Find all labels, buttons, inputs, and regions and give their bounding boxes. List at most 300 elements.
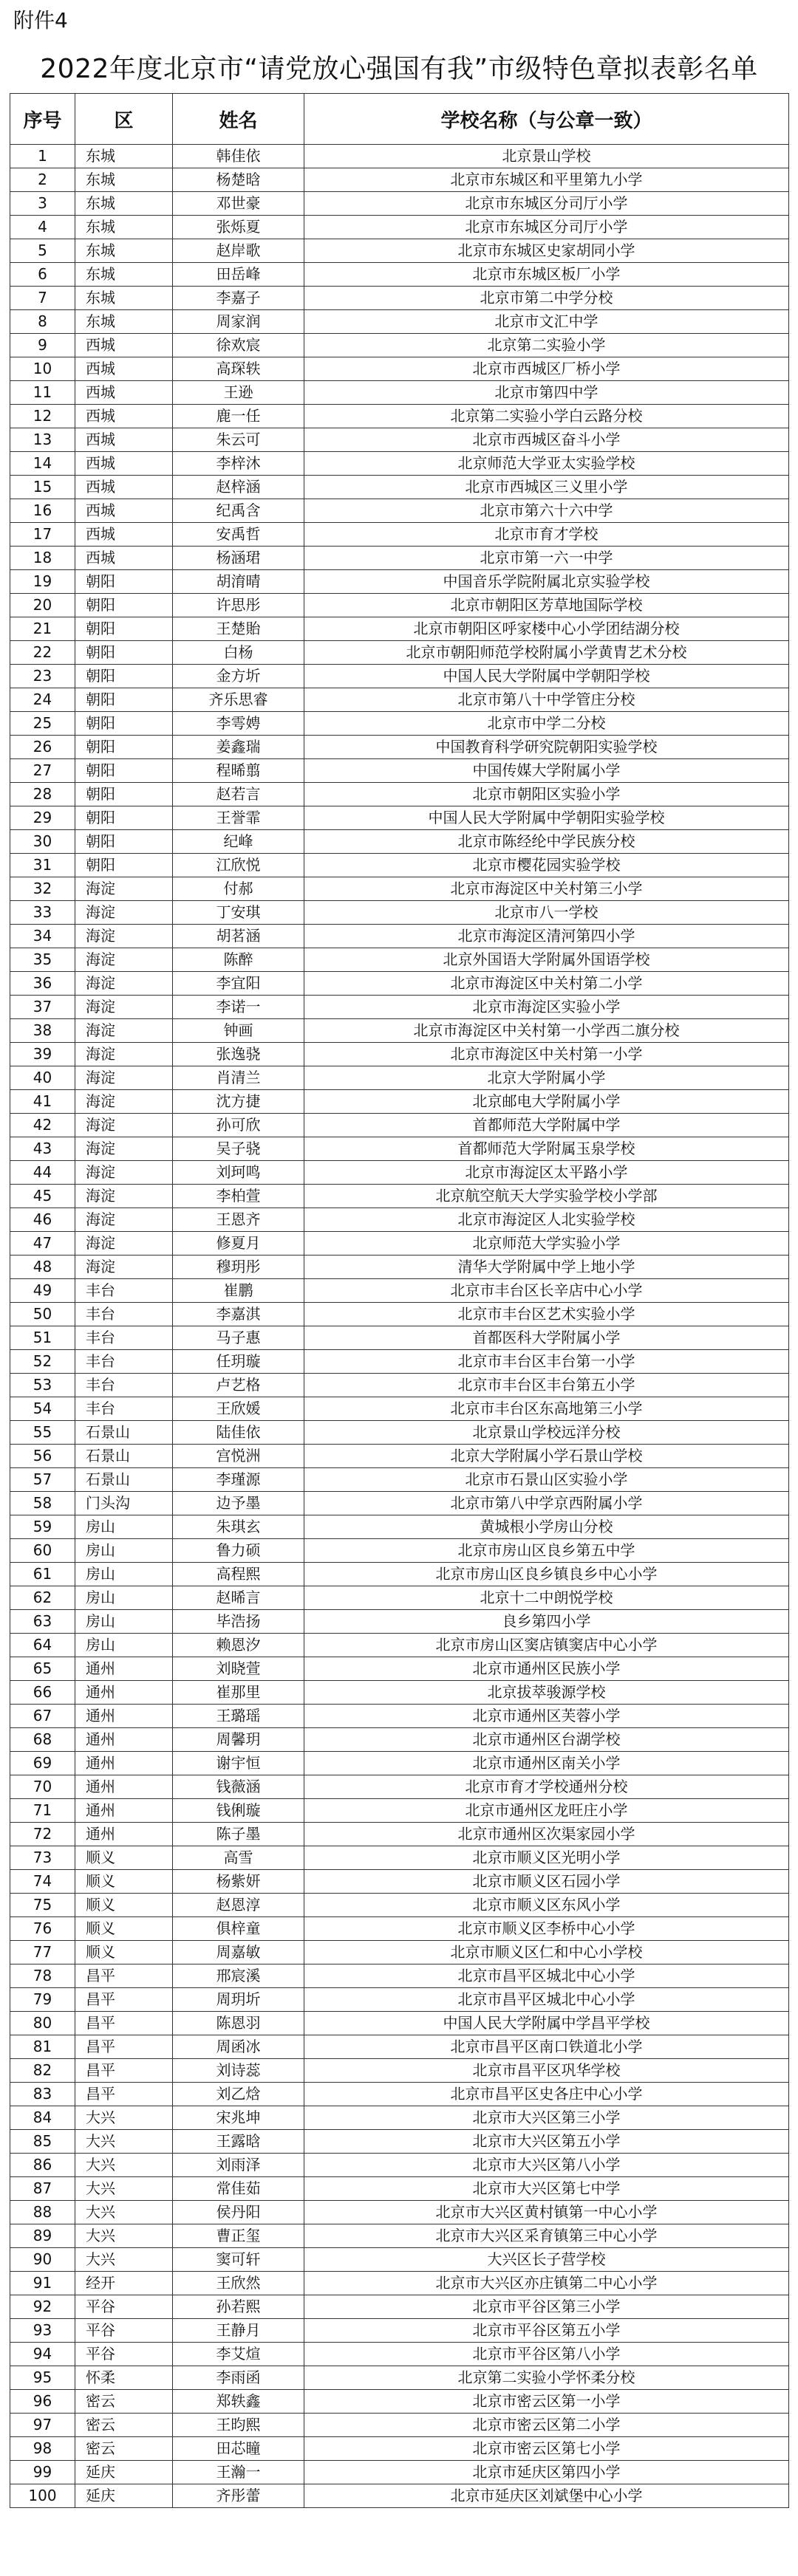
table-row [10,499,789,523]
table-body [10,145,789,2508]
row-district: 通州 [75,1775,173,1799]
row-school: 中国人民大学附属中学朝阳实验学校 [304,806,789,830]
row-school: 北京市房山区良乡镇良乡中心小学 [304,1563,789,1586]
row-district: 海淀 [75,1256,173,1279]
row-district: 朝阳 [75,617,173,641]
row-index: 35 [10,948,75,972]
row-district: 丰台 [75,1279,173,1303]
row-name: 徐欢宸 [173,334,304,357]
row-school: 北京市石景山区实验小学 [304,1468,789,1492]
table-row [10,1752,789,1775]
row-name: 齐乐思睿 [173,688,304,712]
row-school: 北京市丰台区东高地第三小学 [304,1397,789,1421]
table-row [10,2083,789,2106]
row-school: 北京市通州区民族小学 [304,1657,789,1681]
row-school: 北京市昌平区史各庄中心小学 [304,2083,789,2106]
table-row [10,523,789,547]
row-index: 11 [10,381,75,405]
row-index: 44 [10,1161,75,1185]
table-row [10,1634,789,1657]
table-row [10,2390,789,2414]
row-district: 西城 [75,357,173,381]
row-index: 92 [10,2295,75,2319]
row-name: 李宜阳 [173,972,304,996]
table-row [10,2343,789,2366]
table-row [10,1445,789,1468]
row-school: 北京市大兴区第八小学 [304,2154,789,2177]
table-row [10,1917,789,1941]
row-district: 东城 [75,310,173,334]
row-school: 北京市昌平区城北中心小学 [304,1964,789,1988]
table-row [10,476,789,499]
row-school: 北京十二中朗悦学校 [304,1586,789,1610]
row-name: 张逸骁 [173,1043,304,1066]
row-district: 昌平 [75,2012,173,2035]
row-index: 37 [10,996,75,1019]
row-school: 北京市第四中学 [304,381,789,405]
table-row [10,2248,789,2272]
row-district: 昌平 [75,2059,173,2083]
row-district: 房山 [75,1610,173,1634]
row-district: 房山 [75,1634,173,1657]
row-name: 任玥璇 [173,1350,304,1374]
table-row [10,2201,789,2224]
row-district: 顺义 [75,1894,173,1917]
row-index: 63 [10,1610,75,1634]
row-index: 23 [10,665,75,688]
row-district: 丰台 [75,1350,173,1374]
row-index: 32 [10,877,75,901]
row-school: 北京市平谷区第八小学 [304,2343,789,2366]
table-row [10,2295,789,2319]
row-name: 孙若熙 [173,2295,304,2319]
row-name: 鹿一任 [173,405,304,428]
row-school: 清华大学附属中学上地小学 [304,1256,789,1279]
row-school: 北京市第二中学分校 [304,287,789,310]
table-row [10,1681,789,1705]
row-school: 北京市大兴区第七中学 [304,2177,789,2201]
row-school: 北京师范大学实验小学 [304,1232,789,1256]
row-school: 黄城根小学房山分校 [304,1515,789,1539]
table-row [10,948,789,972]
row-name: 刘乙焓 [173,2083,304,2106]
row-index: 49 [10,1279,75,1303]
row-district: 房山 [75,1539,173,1563]
row-school: 北京市通州区台湖学校 [304,1728,789,1752]
row-district: 朝阳 [75,570,173,594]
row-index: 79 [10,1988,75,2012]
row-index: 75 [10,1894,75,1917]
row-school: 北京市第六十六中学 [304,499,789,523]
row-school: 北京市文汇中学 [304,310,789,334]
row-index: 33 [10,901,75,925]
row-index: 70 [10,1775,75,1799]
row-index: 53 [10,1374,75,1397]
row-school: 北京市丰台区丰台第一小学 [304,1350,789,1374]
row-index: 18 [10,547,75,570]
row-school: 北京市育才学校 [304,523,789,547]
row-index: 6 [10,263,75,287]
row-school: 北京市东城区分司厅小学 [304,192,789,216]
table-row [10,1941,789,1964]
row-index: 43 [10,1137,75,1161]
row-name: 王璐瑶 [173,1705,304,1728]
row-name: 李梓沐 [173,452,304,476]
row-index: 8 [10,310,75,334]
row-district: 大兴 [75,2177,173,2201]
table-row [10,1090,789,1114]
row-index: 99 [10,2461,75,2484]
row-district: 通州 [75,1705,173,1728]
row-name: 刘珂鸣 [173,1161,304,1185]
table-row [10,2012,789,2035]
table-row [10,2414,789,2437]
row-district: 东城 [75,192,173,216]
row-name: 李艾煊 [173,2343,304,2366]
row-index: 82 [10,2059,75,2083]
row-name: 张烁夏 [173,216,304,239]
row-name: 胡淯晴 [173,570,304,594]
row-index: 21 [10,617,75,641]
table-row [10,1421,789,1445]
row-name: 付郝 [173,877,304,901]
row-name: 毕浩扬 [173,1610,304,1634]
row-district: 延庆 [75,2461,173,2484]
row-index: 9 [10,334,75,357]
row-district: 经开 [75,2272,173,2295]
row-name: 江欣悦 [173,854,304,877]
row-school: 北京市大兴区第三小学 [304,2106,789,2130]
row-name: 王欣然 [173,2272,304,2295]
row-school: 北京市顺义区李桥中心小学 [304,1917,789,1941]
table-row [10,901,789,925]
row-index: 64 [10,1634,75,1657]
row-name: 朱云可 [173,428,304,452]
table-row [10,1350,789,1374]
row-index: 57 [10,1468,75,1492]
row-index: 2 [10,168,75,192]
row-name: 穆玥彤 [173,1256,304,1279]
row-district: 平谷 [75,2319,173,2343]
row-district: 丰台 [75,1397,173,1421]
table-row [10,381,789,405]
row-index: 93 [10,2319,75,2343]
row-name: 金方圻 [173,665,304,688]
row-district: 平谷 [75,2343,173,2366]
row-index: 59 [10,1515,75,1539]
table-row [10,1374,789,1397]
row-school: 北京市东城区和平里第九小学 [304,168,789,192]
row-district: 东城 [75,168,173,192]
row-name: 王恩齐 [173,1208,304,1232]
row-district: 大兴 [75,2154,173,2177]
row-school: 北京市密云区第一小学 [304,2390,789,2414]
row-district: 西城 [75,499,173,523]
row-name: 曹正玺 [173,2224,304,2248]
row-index: 83 [10,2083,75,2106]
row-index: 40 [10,1066,75,1090]
row-index: 31 [10,854,75,877]
row-school: 北京市昌平区南口铁道北小学 [304,2035,789,2059]
row-index: 91 [10,2272,75,2295]
row-school: 北京航空航天大学实验学校小学部 [304,1185,789,1208]
row-name: 田岳峰 [173,263,304,287]
header-name: 姓名 [173,94,304,145]
row-school: 北京市昌平区巩华学校 [304,2059,789,2083]
table-row [10,736,789,759]
row-index: 4 [10,216,75,239]
row-index: 66 [10,1681,75,1705]
row-district: 通州 [75,1728,173,1752]
row-school: 北京市大兴区第五小学 [304,2130,789,2154]
row-name: 鲁力硕 [173,1539,304,1563]
row-index: 41 [10,1090,75,1114]
row-school: 北京市海淀区实验小学 [304,996,789,1019]
row-school: 北京市朝阳区实验小学 [304,783,789,806]
row-name: 李嘉子 [173,287,304,310]
row-district: 西城 [75,381,173,405]
attachment-label: 附件4 [13,8,68,32]
row-district: 丰台 [75,1303,173,1326]
row-index: 81 [10,2035,75,2059]
row-index: 12 [10,405,75,428]
table-row [10,334,789,357]
row-name: 程晞翦 [173,759,304,783]
row-district: 昌平 [75,1988,173,2012]
row-school: 中国教育科学研究院朝阳实验学校 [304,736,789,759]
row-district: 东城 [75,287,173,310]
table-row [10,192,789,216]
table-row [10,428,789,452]
row-district: 西城 [75,334,173,357]
row-name: 王逊 [173,381,304,405]
table-row [10,1326,789,1350]
row-district: 海淀 [75,996,173,1019]
row-district: 海淀 [75,1232,173,1256]
row-school: 北京第二实验小学 [304,334,789,357]
row-school: 北京市西城区三义里小学 [304,476,789,499]
table-row [10,1964,789,1988]
row-index: 17 [10,523,75,547]
row-school: 北京师范大学亚太实验学校 [304,452,789,476]
row-index: 14 [10,452,75,476]
row-name: 谢宇恒 [173,1752,304,1775]
row-name: 钱薇涵 [173,1775,304,1799]
table-row [10,1185,789,1208]
row-school: 北京市海淀区清河第四小学 [304,925,789,948]
table-row [10,2224,789,2248]
row-school: 中国人民大学附属中学昌平学校 [304,2012,789,2035]
row-district: 怀柔 [75,2366,173,2390]
row-index: 80 [10,2012,75,2035]
row-district: 朝阳 [75,665,173,688]
row-district: 海淀 [75,1066,173,1090]
row-district: 石景山 [75,1445,173,1468]
row-name: 陈恩羽 [173,2012,304,2035]
row-school: 北京市海淀区中关村第二小学 [304,972,789,996]
row-district: 顺义 [75,1941,173,1964]
row-district: 朝阳 [75,759,173,783]
table-row [10,1114,789,1137]
row-name: 崔那里 [173,1681,304,1705]
row-index: 30 [10,830,75,854]
row-name: 王露晗 [173,2130,304,2154]
row-name: 王欣媛 [173,1397,304,1421]
table-row [10,2319,789,2343]
row-name: 杨涵珺 [173,547,304,570]
row-school: 北京市朝阳区芳草地国际学校 [304,594,789,617]
row-index: 13 [10,428,75,452]
row-school: 北京市育才学校通州分校 [304,1775,789,1799]
row-index: 5 [10,239,75,263]
row-index: 20 [10,594,75,617]
table-row [10,2366,789,2390]
row-school: 首都师范大学附属玉泉学校 [304,1137,789,1161]
table-row [10,1823,789,1846]
row-school: 大兴区长子营学校 [304,2248,789,2272]
row-district: 朝阳 [75,830,173,854]
row-school: 北京市丰台区丰台第五小学 [304,1374,789,1397]
table-row [10,1610,789,1634]
row-index: 61 [10,1563,75,1586]
row-name: 杨楚晗 [173,168,304,192]
row-index: 77 [10,1941,75,1964]
row-index: 85 [10,2130,75,2154]
row-name: 陈子墨 [173,1823,304,1846]
row-name: 朱琪玄 [173,1515,304,1539]
row-district: 顺义 [75,1846,173,1870]
row-district: 海淀 [75,948,173,972]
table-row [10,1066,789,1090]
row-school: 北京市大兴区亦庄镇第二中心小学 [304,2272,789,2295]
table-row [10,2484,789,2508]
row-school: 北京邮电大学附属小学 [304,1090,789,1114]
row-name: 杨紫妍 [173,1870,304,1894]
row-district: 石景山 [75,1468,173,1492]
row-district: 通州 [75,1823,173,1846]
table-row [10,452,789,476]
row-district: 密云 [75,2414,173,2437]
row-school: 首都师范大学附属中学 [304,1114,789,1137]
row-index: 87 [10,2177,75,2201]
table-row [10,2272,789,2295]
row-name: 孙可欣 [173,1114,304,1137]
table-row [10,2130,789,2154]
row-index: 69 [10,1752,75,1775]
row-index: 84 [10,2106,75,2130]
row-index: 29 [10,806,75,830]
row-school: 北京大学附属小学石景山学校 [304,1445,789,1468]
row-district: 大兴 [75,2130,173,2154]
row-name: 纪峰 [173,830,304,854]
row-district: 西城 [75,547,173,570]
row-district: 顺义 [75,1917,173,1941]
table-row [10,877,789,901]
table-row [10,854,789,877]
row-name: 周函冰 [173,2035,304,2059]
row-name: 赵梓涵 [173,476,304,499]
row-district: 海淀 [75,925,173,948]
table-row [10,759,789,783]
row-district: 通州 [75,1752,173,1775]
table-row [10,1515,789,1539]
row-index: 42 [10,1114,75,1137]
row-school: 北京市通州区次渠家园小学 [304,1823,789,1846]
row-name: 王楚貽 [173,617,304,641]
honor-list-table [10,93,789,2508]
row-school: 北京市通州区南关小学 [304,1752,789,1775]
row-name: 修夏月 [173,1232,304,1256]
row-school: 北京景山学校远洋分校 [304,1421,789,1445]
row-district: 大兴 [75,2201,173,2224]
row-school: 北京景山学校 [304,145,789,168]
row-district: 朝阳 [75,712,173,736]
row-index: 38 [10,1019,75,1043]
row-index: 58 [10,1492,75,1515]
row-name: 周家润 [173,310,304,334]
row-district: 东城 [75,263,173,287]
row-name: 李雩娉 [173,712,304,736]
table-row [10,1586,789,1610]
row-index: 16 [10,499,75,523]
row-school: 北京市顺义区东风小学 [304,1894,789,1917]
table-row [10,1539,789,1563]
row-name: 常佳茹 [173,2177,304,2201]
row-index: 48 [10,1256,75,1279]
row-index: 67 [10,1705,75,1728]
row-district: 朝阳 [75,854,173,877]
row-index: 94 [10,2343,75,2366]
table-row [10,1492,789,1515]
row-index: 60 [10,1539,75,1563]
row-school: 中国音乐学院附属北京实验学校 [304,570,789,594]
table-row [10,1279,789,1303]
table-row [10,783,789,806]
row-school: 中国人民大学附属中学朝阳学校 [304,665,789,688]
table-row [10,1799,789,1823]
row-name: 赵晞言 [173,1586,304,1610]
row-school: 北京大学附属小学 [304,1066,789,1090]
row-index: 71 [10,1799,75,1823]
row-school: 北京市通州区芙蓉小学 [304,1705,789,1728]
row-name: 李瑾源 [173,1468,304,1492]
row-index: 3 [10,192,75,216]
row-district: 朝阳 [75,594,173,617]
table-row [10,570,789,594]
row-index: 24 [10,688,75,712]
row-index: 51 [10,1326,75,1350]
row-district: 海淀 [75,1208,173,1232]
row-school: 北京市东城区分司厅小学 [304,216,789,239]
row-index: 54 [10,1397,75,1421]
row-school: 北京市丰台区艺术实验小学 [304,1303,789,1326]
row-district: 石景山 [75,1421,173,1445]
table-row [10,2177,789,2201]
row-name: 王瀚一 [173,2461,304,2484]
row-index: 26 [10,736,75,759]
row-school: 北京市顺义区仁和中心小学校 [304,1941,789,1964]
table-row [10,1657,789,1681]
row-school: 北京市顺义区石园小学 [304,1870,789,1894]
row-name: 李雨函 [173,2366,304,2390]
row-index: 90 [10,2248,75,2272]
table-row [10,1728,789,1752]
row-district: 门头沟 [75,1492,173,1515]
row-index: 39 [10,1043,75,1066]
row-name: 陈醉 [173,948,304,972]
row-name: 高琛轶 [173,357,304,381]
header-school: 学校名称（与公章一致） [304,94,789,145]
